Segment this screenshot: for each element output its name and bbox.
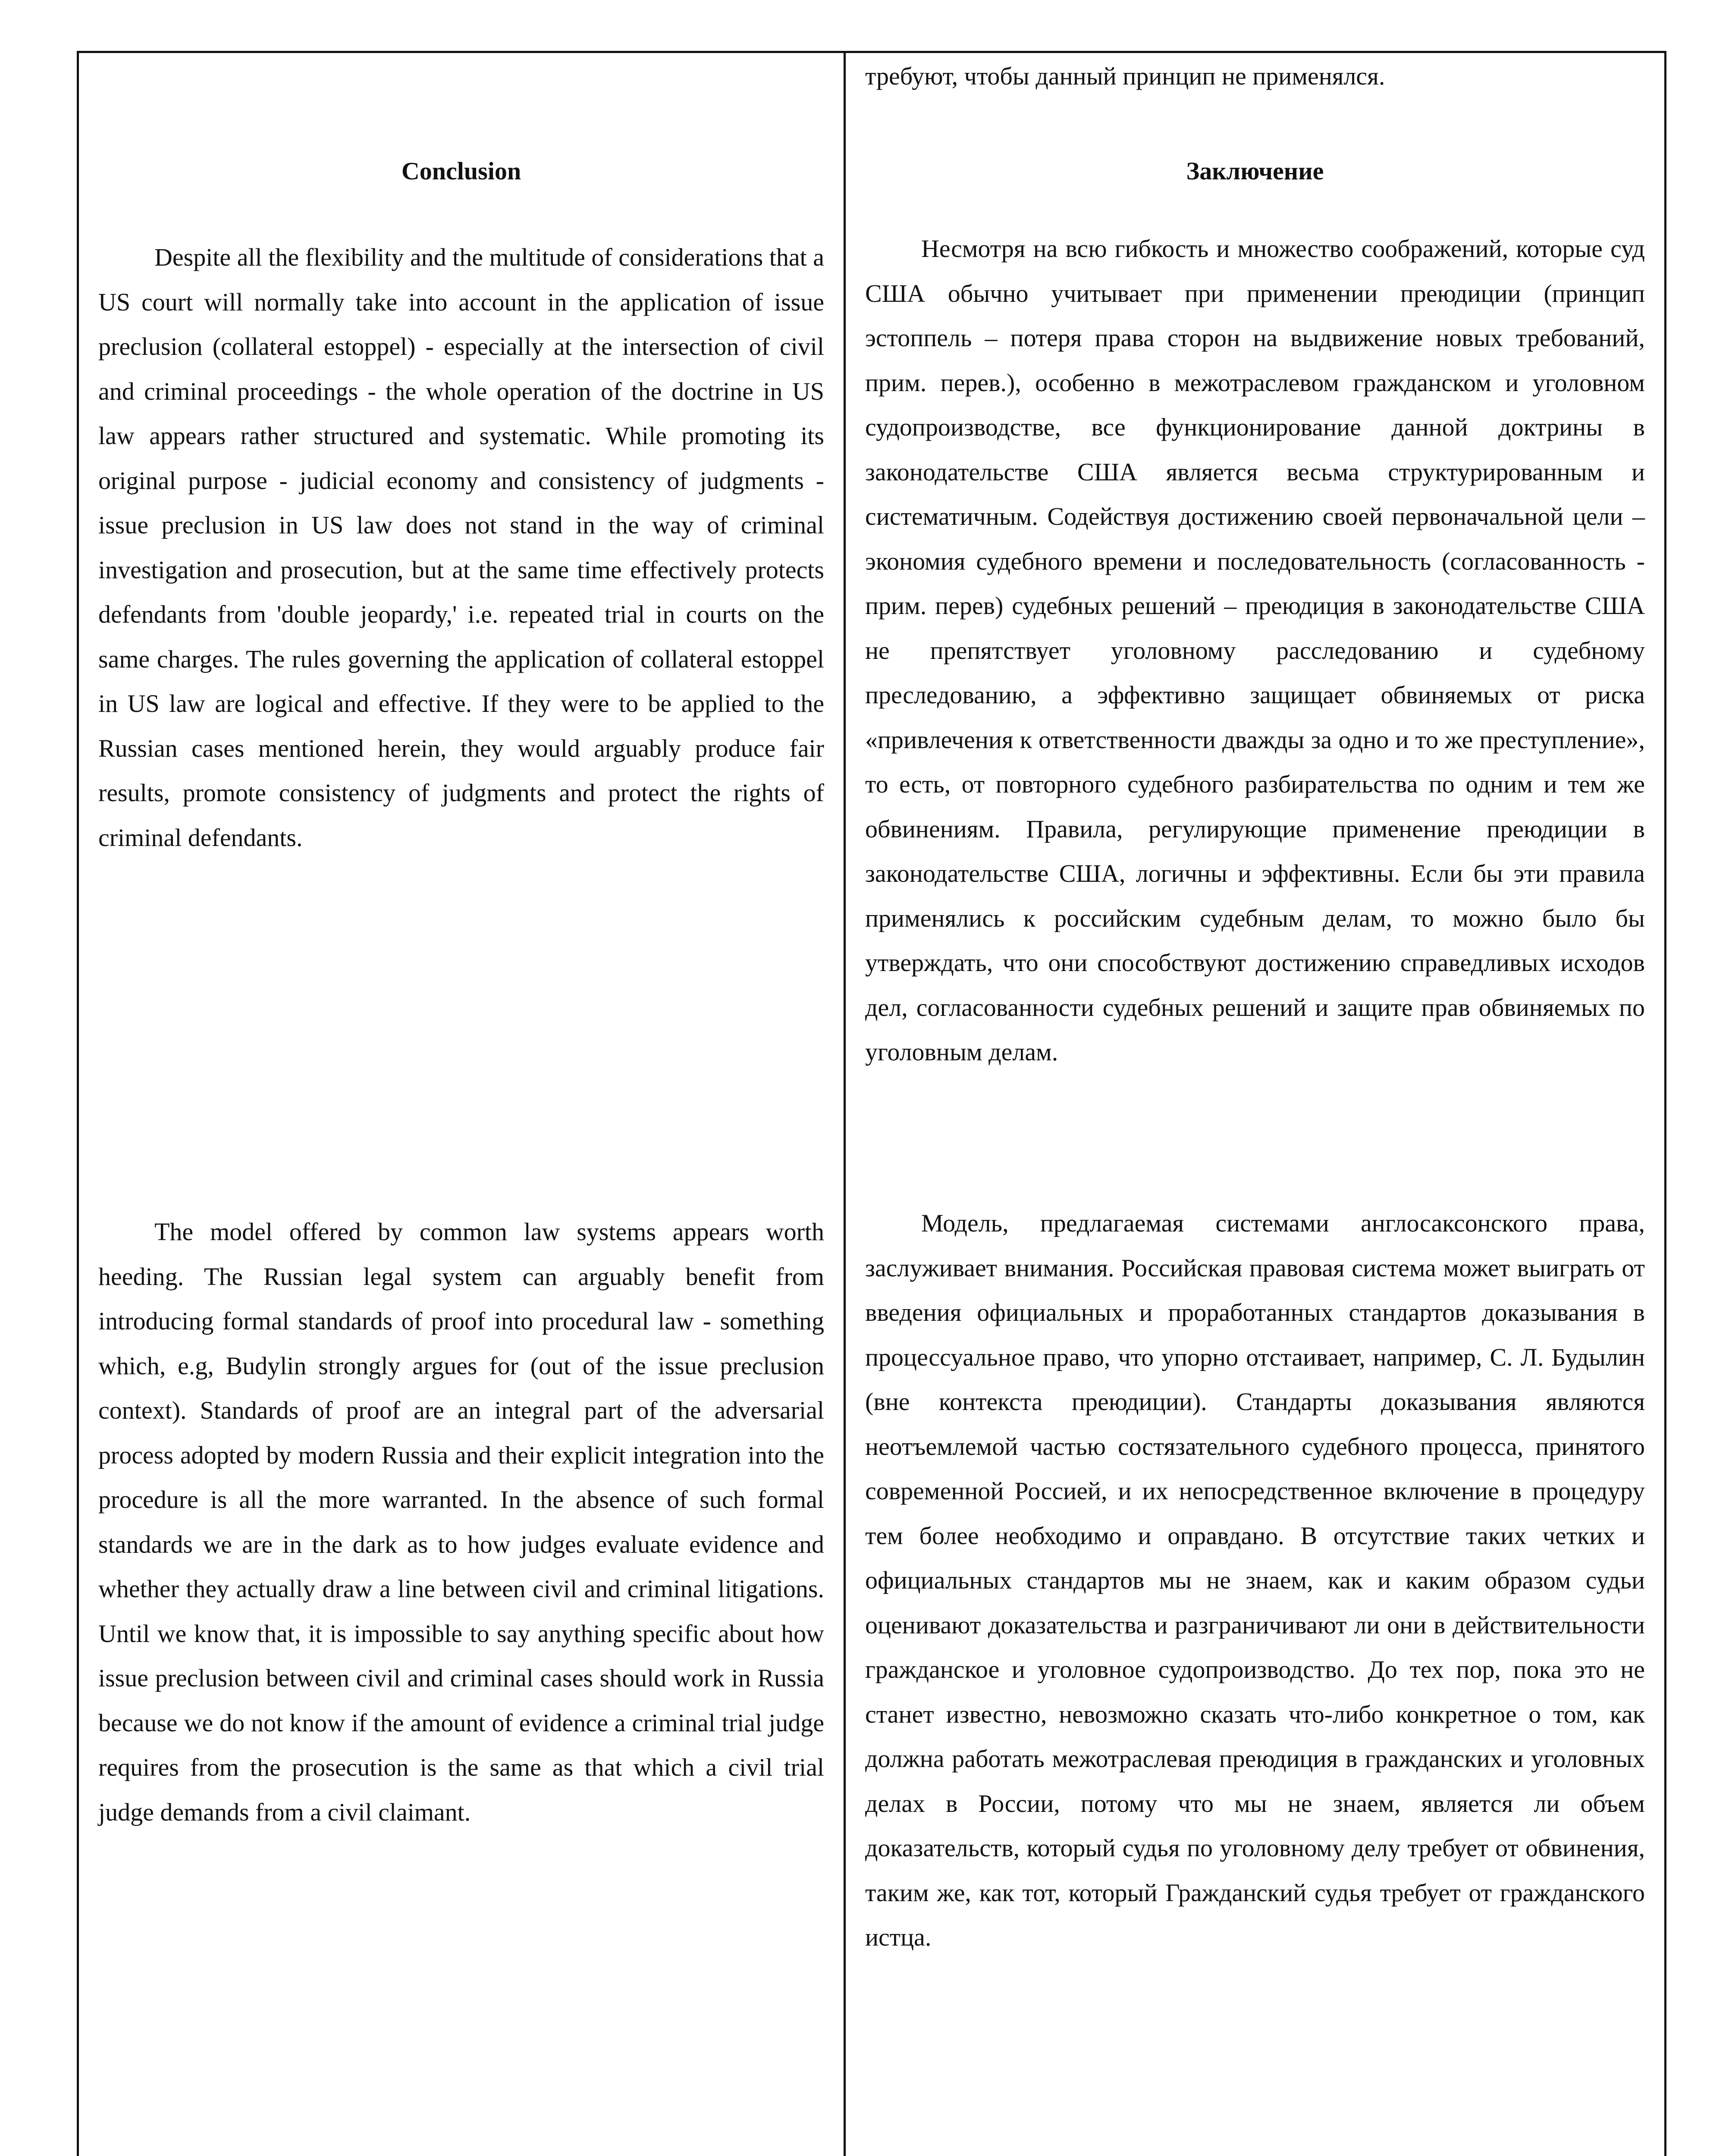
russian-paragraph-2: Модель, предлагаемая системами англосаксонского права, заслуживает внимания. Российская правовая система может выиграть от введения официальных и проработанных стандартов доказывания в процессуальное право, что упорно отстаивает, например, С. Л. Будылин (вне контекста преюдиции). Стандарты доказывания являются неотъемлемой частью состязательного судебного процесса, принятого современной Россией, и их непосредственное включение в процедуру тем более необходимо и оправдано. В отсутствие таких четких и официальных стандартов мы не знаем, как и каким образом судьи оценивают доказательства и разграничивают ли они в действительности гражданское и уголовное судопроизводство. До тех пор, пока это не станет известно, невозможно сказать что-либо конкретное о том, как должна работать межотраслевая преюдиция в гражданских и уголовных делах в России, потому что мы не знаем, является ли объем доказательств, который судья по уголовному делу требует от обвинения, таким же, как тот, который Гражданский судья требует от гражданского истца. [865,1209,1645,1951]
english-paragraph-2: The model offered by common law systems appears worth heeding. The Russian legal system can arguably benefit from introducing formal standards of proof into procedural law - something which, e.g, Budylin strongly argues for (out of the issue preclusion context). Standards of proof are an integral part of the adversarial process adopted by modern Russia and their explicit integration into the procedure is all the more warranted. In the absence of such formal standards we are in the dark as to how judges evaluate evidence and whether they actually draw a line between civil and criminal litigations. Until we know that, it is impossible to say anything specific about how issue preclusion between civil and criminal cases should work in Russia because we do not know if the amount of evidence a criminal trial judge requires from the prosecution is the same as that which a civil trial judge demands from a civil claimant. [98,1218,824,1826]
column-divider [844,53,846,2156]
english-heading: Conclusion [401,157,521,185]
page-frame [77,51,1666,2156]
russian-paragraph-1: Несмотря на всю гибкость и множество соображений, которые суд США обычно учитывает при применении преюдиции (принцип эстоппель – потеря права сторон на выдвижение новых требований, прим. перев.), особенно в межотраслевом гражданском и уголовном судопроизводстве, все функционирование данной доктрины в законодательстве США является весьма структурированным и систематичным. Содействуя достижению своей первоначальной цели – экономия судебного времени и последовательность (согласованность - прим. перев) судебных решений – преюдиция в законодательстве США не препятствует уголовному расследованию и судебному преследованию, а эффективно защищает обвиняемых от риска «привлечения к ответственности дважды за одно и то же преступление», то есть, от повторного судебного разбирательства по одним и тем же обвинениям. Правила, регулирующие применение преюдиции в законодательстве США, логичны и эффективны. Если бы эти правила применялись к российским судебным делам, то можно было бы утверждать, что они способствуют достижению справедливых исходов дел, согласованности судебных решений и защите прав обвиняемых по уголовным делам. [865,235,1645,1066]
russian-carryover-line: требуют, чтобы данный принцип не применялся. [865,62,1385,90]
russian-heading: Заключение [1186,157,1324,185]
english-paragraph-1: Despite all the flexibility and the multitude of considerations that a US court will normally take into account in the application of issue preclusion (collateral estoppel) - especially at the intersection of civil and criminal proceedings - the whole operation of the doctrine in US law appears rather structured and systematic. While promoting its original purpose - judicial economy and consistency of judgments - issue preclusion in US law does not stand in the way of criminal investigation and prosecution, but at the same time effectively protects defendants from 'double jeopardy,' i.e. repeated trial in courts on the same charges. The rules governing the application of collateral estoppel in US law are logical and effective. If they were to be applied to the Russian cases mentioned herein, they would arguably produce fair results, promote consistency of judgments and protect the rights of criminal defendants. [98,243,824,852]
